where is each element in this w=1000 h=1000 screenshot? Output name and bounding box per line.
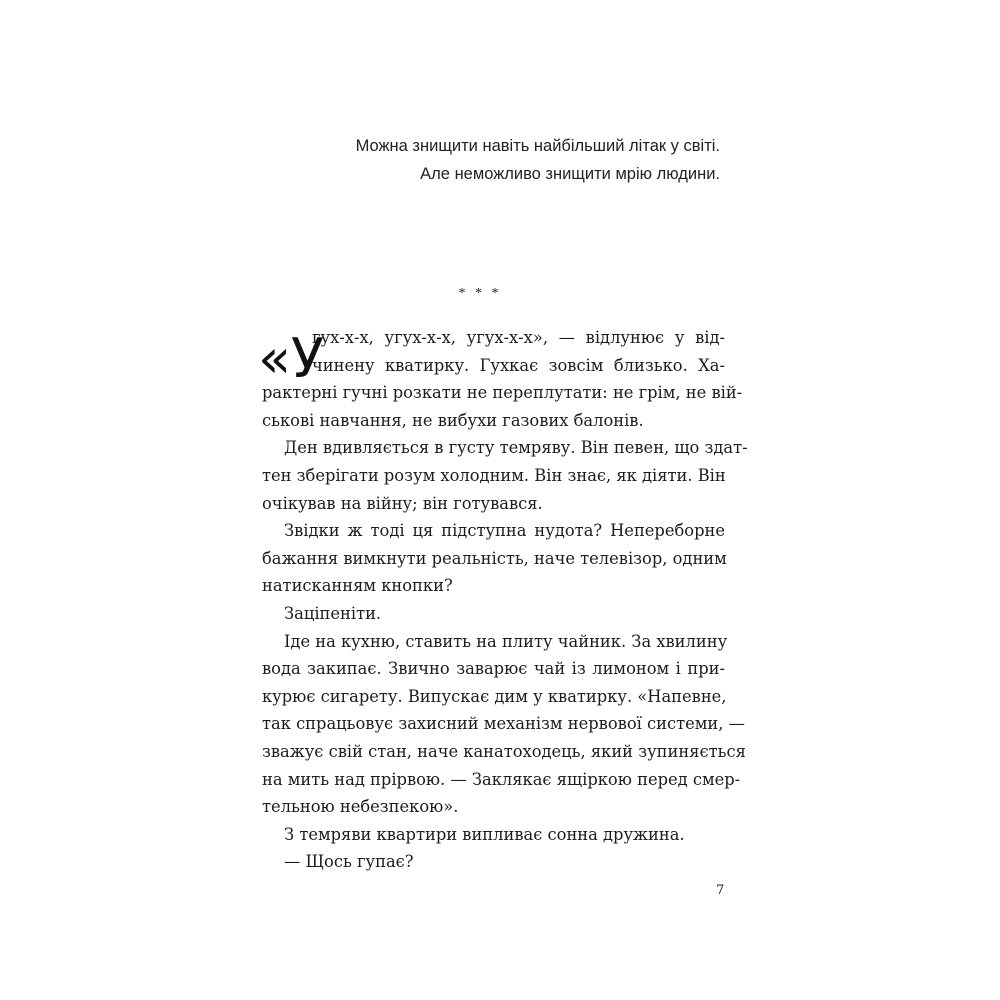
epigraph [300, 132, 720, 188]
text-line: ськові навчання, не вибухи газових балонів. [262, 410, 644, 430]
text-line: Іде на кухню, ставить на плиту чайник. За хвилину [284, 631, 728, 651]
text-line: так спрацьовує захисний механізм нервової системи, — [262, 714, 745, 734]
text-line: на мить над прірвою. — Заклякає ящіркою перед смер- [262, 769, 741, 789]
text-line: Звідки ж тоді ця підступна нудота? Непереборне [284, 521, 725, 541]
text-line: чинену кватирку. Гухкає зовсім близько. Ха- [312, 355, 725, 375]
text-line: гух-х-х, угух-х-х, угух-х-х», — відлунює у від- [312, 328, 725, 347]
body-text [258, 324, 748, 876]
text-line: бажання вимкнути реальність, наче телевізор, одним [262, 548, 727, 568]
drop-cap: «У [258, 327, 324, 390]
text-line: — Щось гупає? [284, 852, 414, 872]
text-line: Ден вдивляється в густу темряву. Він певен, що здат- [284, 438, 748, 458]
text-line: Заціпеніти. [284, 603, 382, 623]
text-line: рактерні гучні розкати не переплутати: не грім, не вій- [262, 383, 743, 403]
epigraph-line: Але неможливо знищити мрію людини. [420, 165, 720, 183]
opening-paragraph [258, 324, 725, 390]
text-line: тельною небезпекою». [262, 797, 459, 817]
text-line: курює сигарету. Випускає дим у кватирку. «Напевне, [262, 686, 727, 706]
text-line: зважує свій стан, наче канатоходець, який зупиняється [262, 741, 746, 761]
text-line: З темряви квартири випливає сонна дружина. [284, 824, 685, 844]
text-line: вода закипає. Звично заварює чай із лимоном і при- [262, 659, 725, 679]
text-line: натисканням кнопки? [262, 576, 453, 596]
epigraph-line: Можна знищити навіть найбільший літак у світі. [355, 137, 720, 155]
section-separator: * * * [458, 286, 502, 301]
page-number: 7 [716, 883, 725, 898]
text-line: очікував на війну; він готувався. [262, 493, 543, 513]
text-line: тен зберігати розум холодним. Він знає, як діяти. Він [262, 465, 726, 485]
